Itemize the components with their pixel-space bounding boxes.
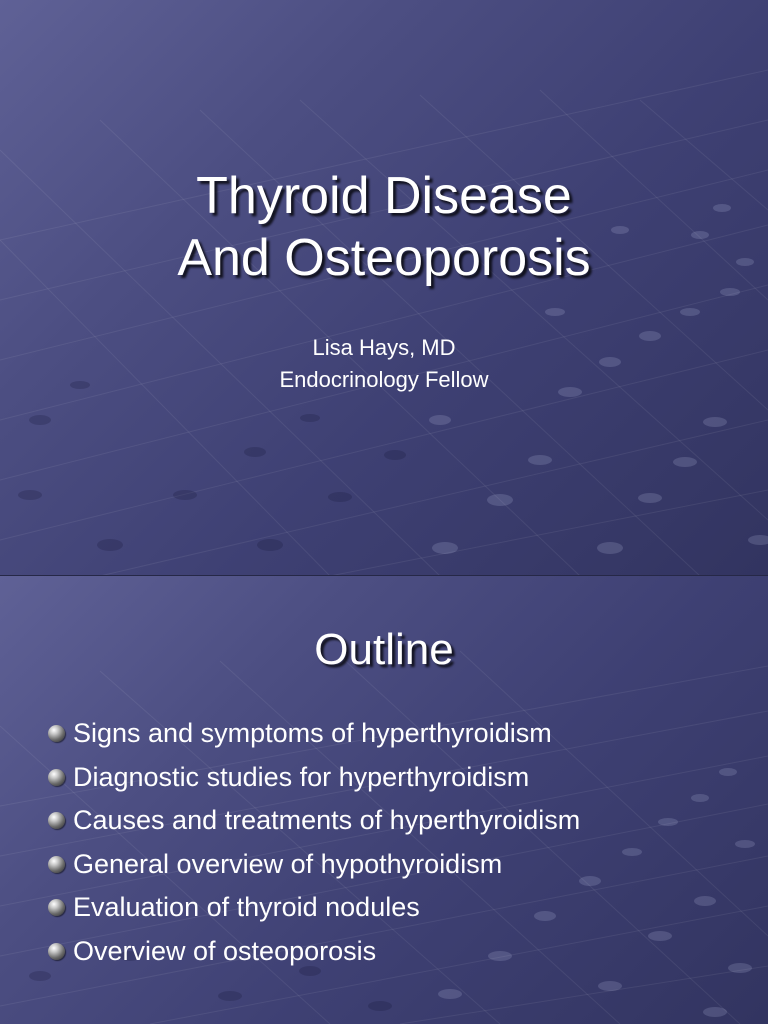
bullet-item [48,799,580,843]
sphere-bullet-icon [48,769,65,786]
author-name: Lisa Hays, MD [312,335,456,360]
slide-title [0,165,768,289]
bullet-text: Evaluation of thyroid nodules [73,892,420,923]
sphere-bullet-icon [48,899,65,916]
title-line-2: And Osteoporosis [177,229,591,287]
bullet-text: Signs and symptoms of hyperthyroidism [73,718,552,749]
bullet-item [48,930,580,974]
bullet-text: Causes and treatments of hyperthyroidism [73,805,581,836]
outline-slide [0,576,768,1024]
outline-title: Outline [314,625,454,674]
outline-bullet-list [48,712,580,973]
slide-subtitle [0,332,768,396]
bullet-text: Diagnostic studies for hyperthyroidism [73,761,530,792]
title-line-1: Thyroid Disease [196,167,572,225]
bullet-item [48,712,580,756]
bullet-item [48,886,580,930]
sphere-bullet-icon [48,812,65,829]
bullet-item [48,843,580,887]
sphere-bullet-icon [48,856,65,873]
bullet-text: General overview of hypothyroidism [73,848,503,879]
bullet-item [48,756,580,800]
sphere-bullet-icon [48,943,65,960]
bullet-text: Overview of osteoporosis [73,935,377,966]
author-role: Endocrinology Fellow [279,367,489,392]
sphere-bullet-icon [48,725,65,742]
